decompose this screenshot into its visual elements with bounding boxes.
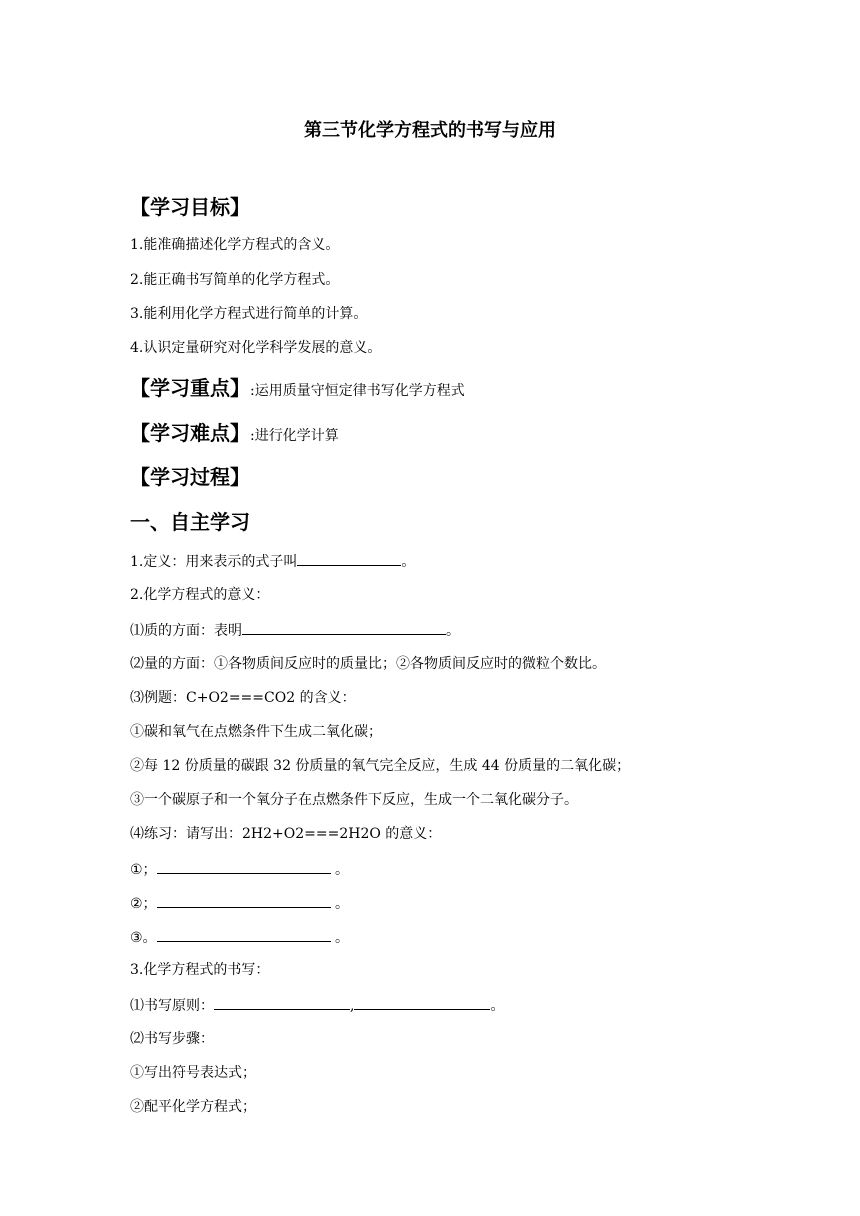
difficulty-text: :进行化学计算	[250, 428, 339, 444]
definition-line	[130, 551, 415, 572]
goal-item-2: 2.能正确书写简单的化学方程式。	[130, 272, 340, 288]
quality-end: 。	[446, 623, 460, 639]
quantity-line: ⑵量的方面：①各物质间反应时的质量比；②各物质间反应时的微粒个数比。	[130, 656, 606, 672]
principle-end: 。	[490, 998, 505, 1014]
goal-item-3: 3.能利用化学方程式进行简单的计算。	[130, 306, 368, 322]
meaning-title: 2.化学方程式的意义：	[130, 587, 270, 603]
practice-3-end: 。	[330, 930, 350, 946]
definition-blank[interactable]	[297, 551, 401, 566]
example-meaning-3: ③一个碳原子和一个氧分子在点燃条件下反应，生成一个二氧化碳分子。	[130, 792, 578, 808]
goal-item-1: 1.能准确描述化学方程式的含义。	[130, 237, 340, 253]
practice-line: ⑷练习：请写出：2H2+O2===2H2O 的意义：	[130, 826, 442, 842]
definition-end: 。	[401, 554, 416, 570]
practice-blank-3[interactable]	[157, 927, 331, 942]
quality-blank[interactable]	[242, 620, 446, 635]
example-line: ⑶例题：C+O2===CO2 的含义：	[130, 690, 356, 706]
example-meaning-1: ①碳和氧气在点燃条件下生成二氧化碳；	[130, 724, 382, 740]
practice-2-end: 。	[330, 896, 350, 912]
process-heading: 【学习过程】	[130, 465, 250, 489]
practice-1-label: ①；	[130, 862, 157, 878]
page-title: 第三节化学方程式的书写与应用	[304, 120, 556, 141]
practice-answer-2	[130, 893, 349, 914]
step-2: ②配平化学方程式；	[130, 1099, 256, 1115]
principle-text: ⑴书写原则：	[130, 998, 214, 1014]
principle-blank-1[interactable]	[214, 995, 350, 1010]
principle-line	[130, 995, 504, 1016]
practice-blank-2[interactable]	[157, 893, 331, 908]
difficulty-heading: 【学习难点】	[130, 421, 250, 445]
practice-1-end: 。	[330, 862, 350, 878]
definition-text: 1.定义：用来表示的式子叫	[130, 554, 298, 570]
steps-title: ⑵书写步骤：	[130, 1031, 214, 1047]
practice-3-label: ③。	[130, 930, 157, 946]
quality-text: ⑴质的方面：表明	[130, 623, 242, 639]
quality-line	[130, 620, 460, 641]
example-meaning-2: ②每 12 份质量的碳跟 32 份质量的氧气完全反应，生成 44 份质量的二氧化碳；	[130, 758, 631, 774]
principle-blank-2[interactable]	[354, 995, 490, 1010]
practice-blank-1[interactable]	[157, 859, 331, 874]
writing-title: 3.化学方程式的书写：	[130, 962, 270, 978]
principle-separator: ,	[350, 998, 355, 1014]
learning-goals-heading: 【学习目标】	[130, 195, 250, 219]
goal-item-4: 4.认识定量研究对化学科学发展的意义。	[130, 340, 382, 356]
key-point-text: :运用质量守恒定律书写化学方程式	[250, 383, 465, 399]
step-1: ①写出符号表达式；	[130, 1065, 256, 1081]
difficulty-row	[130, 420, 339, 449]
key-point-heading: 【学习重点】	[130, 376, 250, 400]
practice-answer-3	[130, 927, 349, 948]
practice-answer-1	[130, 859, 349, 880]
self-study-heading: 一、自主学习	[130, 510, 250, 534]
key-point-row	[130, 375, 465, 404]
practice-2-label: ②；	[130, 896, 157, 912]
